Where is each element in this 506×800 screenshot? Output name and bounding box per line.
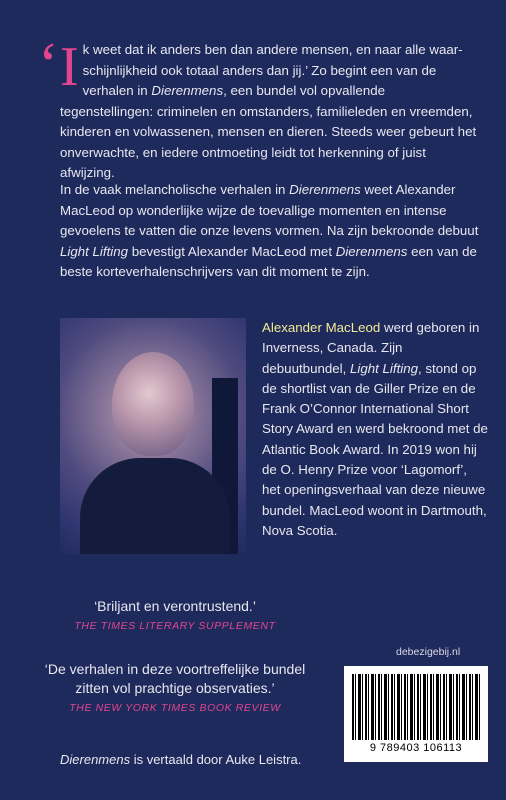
isbn-barcode [344, 666, 488, 762]
desc-text-4: een van de beste korteverhalenschrijvers van dit moment te zijn. [60, 243, 477, 279]
photo-face [112, 352, 194, 456]
translation-credit [60, 752, 301, 767]
desc-title-2: Light Lifting [60, 243, 129, 259]
barcode-bars [352, 674, 480, 740]
intro-title: Dierenmens [151, 83, 224, 98]
bio-title: Light Lifting [350, 360, 419, 376]
intro-paragraph [38, 31, 480, 184]
drop-cap: I [60, 36, 79, 98]
photo-coat [80, 458, 230, 554]
desc-text-3: bevestigt Alexander MacLeod met [128, 243, 336, 259]
intro-text-1: k weet dat ik anders ben dan andere mensen, en naar alle waar-schijnlijkheid ook totaal anders dan jij.’ Zo begint een van de verhalen in [82, 42, 463, 98]
review-source-1: THE TIMES LITERARY SUPPLEMENT [74, 620, 276, 632]
desc-text-1: In de vaak melancholische verhalen in [60, 182, 290, 197]
isbn-number: 9 789403 106113 [369, 742, 463, 754]
description-paragraph [60, 180, 480, 283]
publisher-website: debezigebij.nl [396, 646, 461, 658]
author-bio [262, 318, 488, 541]
review-blurb-1 [30, 597, 320, 632]
desc-title-3: Dierenmens [335, 243, 408, 259]
opening-quote-mark: ‘ [38, 31, 59, 99]
bio-text-2: , stond op de shortlist van de Giller Prize en de Frank O’Connor International Short Story Award en werd bekroond met de Atlantic Book Award. In 2019 won hij de O. Henry Prize voor ‘Lagomorf’, het openingsverhaal van deze nieuwe bundel. MacLeod woont in Dartmouth, Nova Scotia. [262, 360, 488, 538]
bio-text-1: werd geboren in Inverness, Canada. Zijn debuutbundel, [262, 320, 480, 376]
desc-text-2: weet Alexander MacLeod op wonderlijke wijze de toevallige momenten en intense gevoelens te vatten die onze levens vormen. Na zijn bekroonde debuut [60, 182, 479, 238]
review-source-2: THE NEW YORK TIMES BOOK REVIEW [69, 702, 281, 714]
author-name: Alexander MacLeod [262, 320, 381, 335]
desc-title-1: Dierenmens [289, 182, 361, 197]
author-photo [60, 318, 246, 554]
credit-title: Dierenmens [60, 752, 131, 767]
review-quote-1: ‘Briljant en verontrustend.’ [94, 598, 256, 614]
review-blurb-2 [30, 660, 320, 714]
intro-text-2: , een bundel vol opvallende tegenstellingen: criminelen en omstanders, familieleden en vreemden, kinderen en volwassenen, mensen en dieren. Steeds weer gebeurt het onverwachte, en iedere ontmoeting leidt tot herkenning of juist afwijzing. [60, 83, 477, 180]
review-quote-2: ‘De verhalen in deze voortreffelijke bundel zitten vol prachtige observaties.’ [44, 661, 306, 696]
credit-text: is vertaald door Auke Leistra. [130, 752, 302, 767]
